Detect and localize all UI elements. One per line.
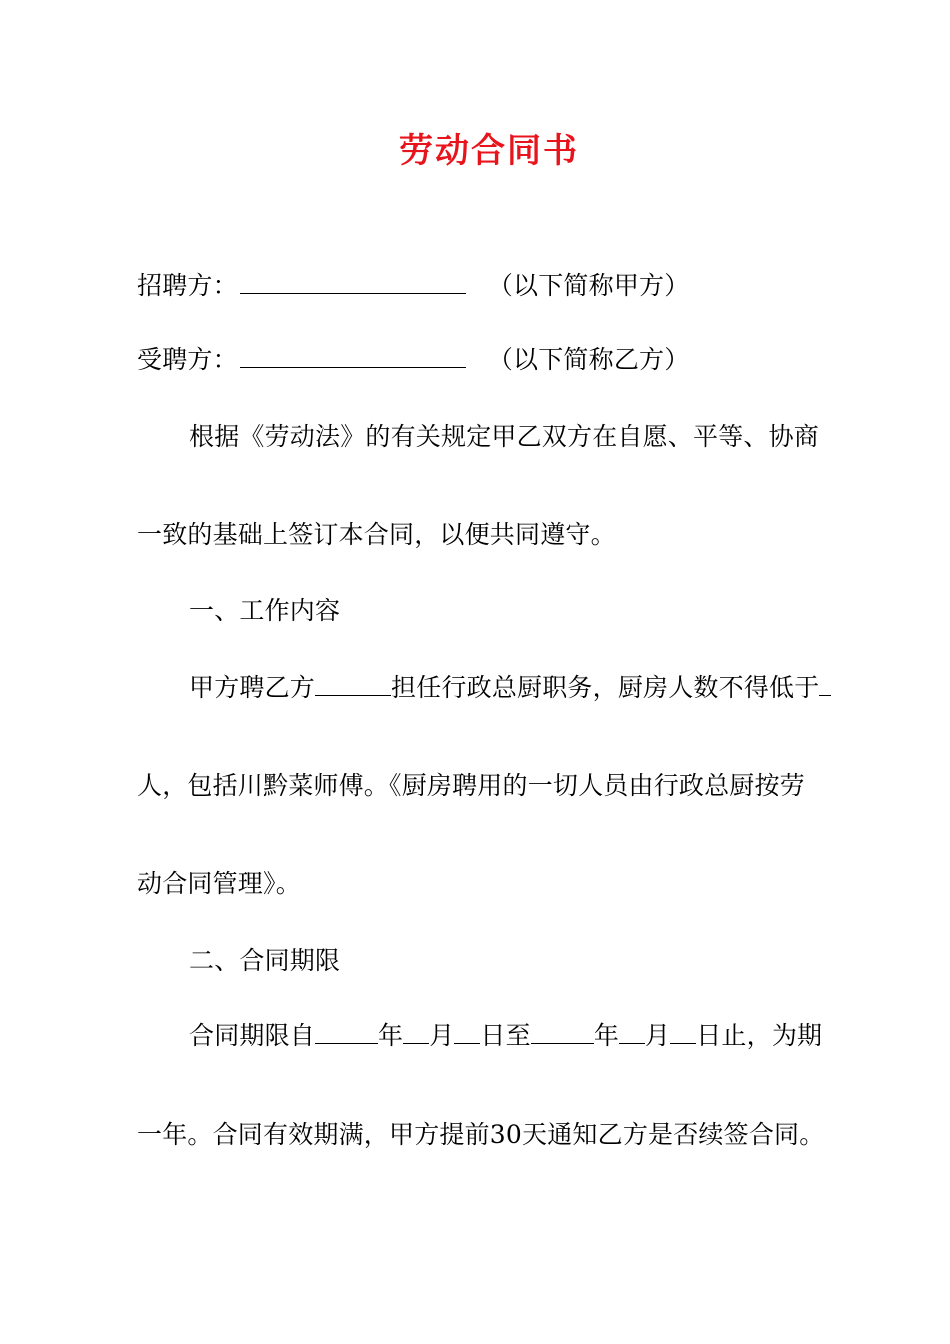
end-day-blank[interactable] xyxy=(670,1021,696,1044)
staff-count-blank[interactable] xyxy=(819,673,831,696)
party-b-row xyxy=(137,345,689,375)
end-year-label: 年 xyxy=(593,1021,620,1050)
section-1-heading: 一、工作内容 xyxy=(189,596,341,625)
party-b-blank[interactable] xyxy=(240,345,466,368)
section-2-line-1 xyxy=(189,1021,822,1051)
end-month-blank[interactable] xyxy=(619,1021,645,1044)
start-day-blank[interactable] xyxy=(454,1021,480,1044)
party-a-row xyxy=(137,271,689,301)
intro-line-1: 根据《劳动法》的有关规定甲乙双方在自愿、平等、协商 xyxy=(189,422,820,451)
end-day-label: 日止，为期 xyxy=(696,1021,823,1050)
section-1-line-2: 人，包括川黔菜师傅。《厨房聘用的一切人员由行政总厨按劳 xyxy=(137,771,805,800)
intro-line-2: 一致的基础上签订本合同，以便共同遵守。 xyxy=(137,520,616,549)
party-b-note: （以下简称乙方） xyxy=(487,345,690,374)
start-year-blank[interactable] xyxy=(315,1021,378,1044)
section-1-line-3: 动合同管理》。 xyxy=(137,869,301,898)
party-a-blank[interactable] xyxy=(240,271,466,294)
start-day-label: 日至 xyxy=(480,1021,531,1050)
party-b-label: 受聘方： xyxy=(137,345,238,374)
party-a-label: 招聘方： xyxy=(137,271,238,300)
section-2-line-2: 一年。合同有效期满，甲方提前30天通知乙方是否续签合同。 xyxy=(137,1120,825,1149)
start-month-label: 月 xyxy=(429,1021,455,1050)
position-holder-blank[interactable] xyxy=(315,673,391,696)
party-a-note: （以下简称甲方） xyxy=(487,271,690,300)
document-title: 劳动合同书 xyxy=(399,131,579,171)
section-2-heading: 二、合同期限 xyxy=(189,946,341,975)
section-1-line-1 xyxy=(189,673,831,703)
start-month-blank[interactable] xyxy=(403,1021,429,1044)
end-month-label: 月 xyxy=(645,1021,671,1050)
term-text-start: 合同期限自 xyxy=(189,1021,316,1050)
section-1-text-b: 担任行政总厨职务，厨房人数不得低于 xyxy=(391,673,820,702)
start-year-label: 年 xyxy=(378,1021,404,1050)
end-year-blank[interactable] xyxy=(531,1021,594,1044)
section-1-text-a: 甲方聘乙方 xyxy=(189,673,316,702)
